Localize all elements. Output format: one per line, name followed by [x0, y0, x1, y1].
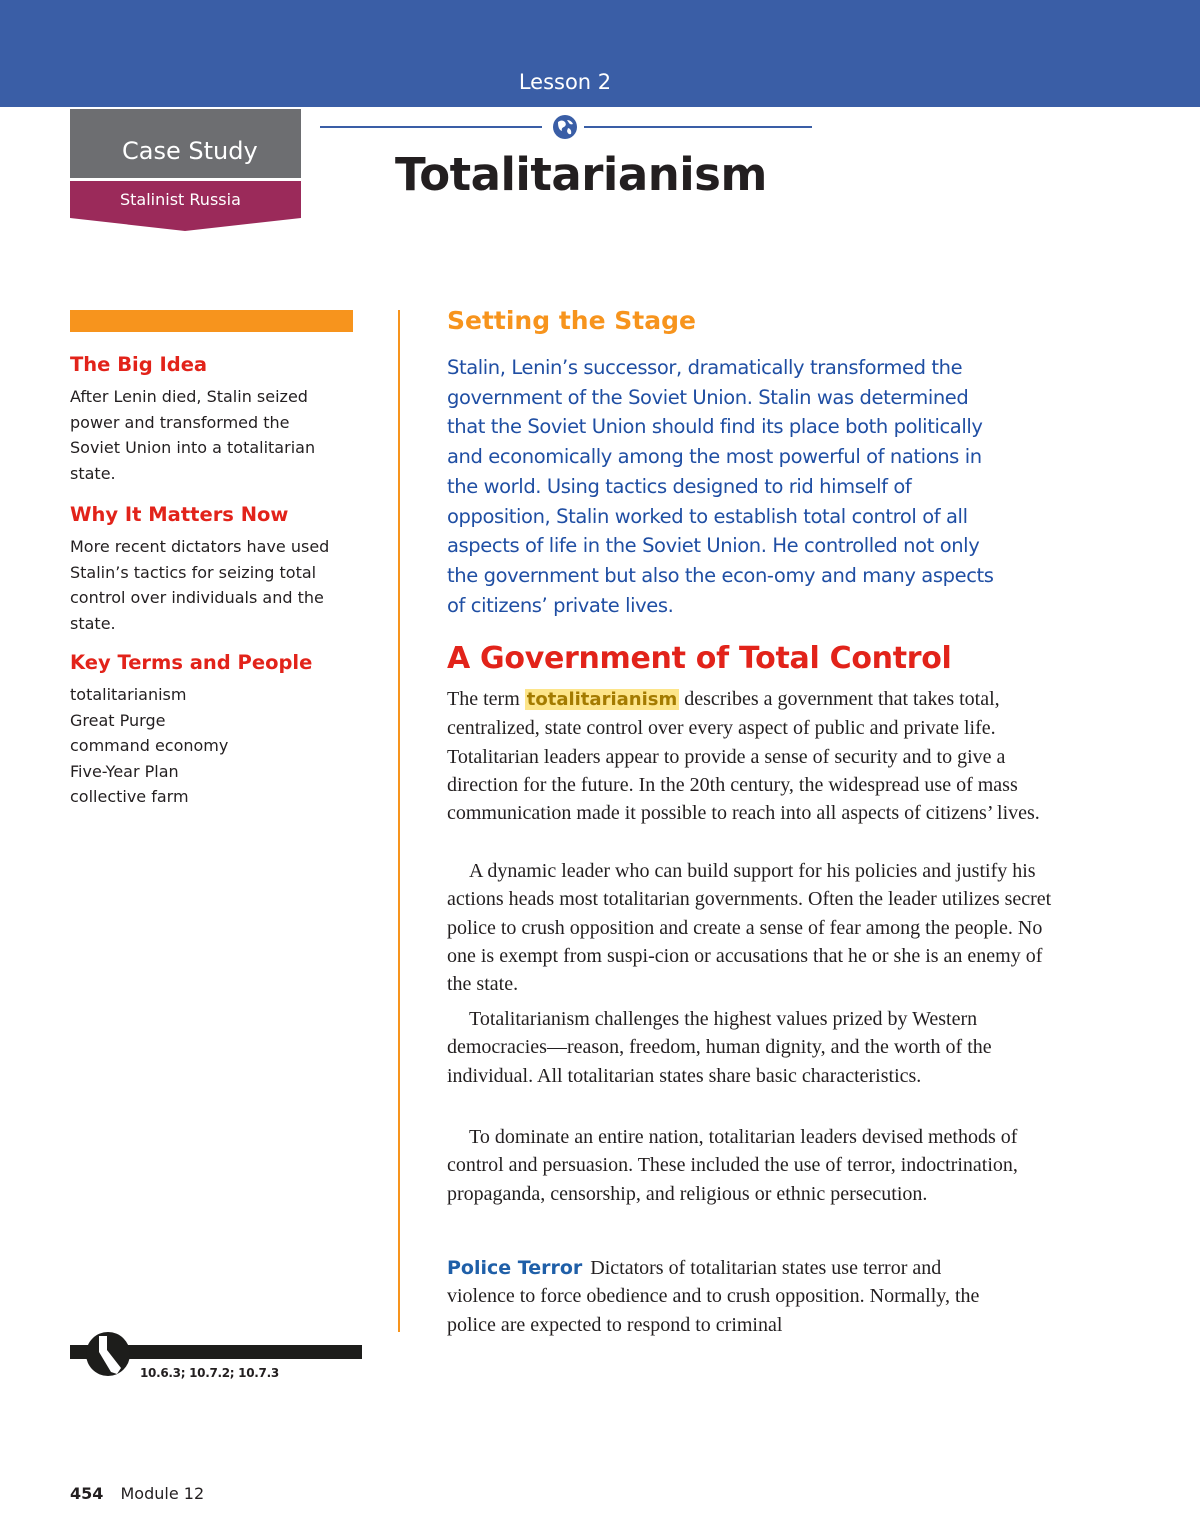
- column-divider: [398, 310, 400, 1332]
- paragraph-1-rest: describes a government that takes total, centralized, state control over every aspect of public and private life. Totalitarian leaders appear to provide a sense of security and to give a direction for the future. In the 20th century, the widespread use of mass communication made it possible to reach into all aspects of citizens’ lives.: [447, 688, 1040, 825]
- why-matters-text: More recent dictators have used Stalin’s tactics for seizing total control over individuals and the state.: [70, 537, 330, 633]
- why-matters-heading: Why It Matters Now: [70, 503, 289, 526]
- lesson-label: Lesson 2: [518, 70, 612, 94]
- california-standards-icon: [83, 1328, 133, 1380]
- case-subject-label: Stalinist Russia: [70, 181, 301, 218]
- paragraph-2: A dynamic leader who can build support for his policies and justify his actions heads most totalitarian governments. Often the leader utilizes secret police to crush opposition and create a sense of fear among the people. No one is exempt from suspi-cion or accusations that he or she is an enemy of the state.: [447, 860, 1052, 996]
- module-label: Module 12: [120, 1484, 205, 1503]
- key-term-item: Great Purge: [70, 710, 166, 730]
- key-terms-heading: Key Terms and People: [70, 651, 313, 674]
- page-footer: [70, 1484, 204, 1503]
- big-idea-heading: The Big Idea: [70, 353, 208, 376]
- sidebar-accent-bar: [70, 310, 353, 332]
- key-term-item: command economy: [70, 736, 229, 755]
- key-terms-list: [70, 682, 340, 810]
- setting-stage-heading: Setting the Stage: [447, 306, 696, 335]
- paragraph-4: To dominate an entire nation, totalitarian leaders devised methods of control and persuasion. These included the use of terror, indoctrination, propaganda, censorship, and religious or ethnic persecution.: [447, 1126, 1018, 1205]
- case-label-notch: [70, 218, 301, 231]
- setting-stage-text: Stalin, Lenin’s successor, dramatically transformed the government of the Soviet Union. Stalin was determined that the Soviet Union should find its place both politically and economically among the most powerful of nations in the world. Using tactics designed to rid himself of opposition, Stalin worked to establish total control of all aspects of life in the Soviet Union. He controlled not only the government but also the econ-omy and many aspects of citizens’ private lives.: [447, 356, 994, 617]
- key-term-item: collective farm: [70, 787, 189, 806]
- section-heading: A Government of Total Control: [447, 641, 952, 676]
- paragraph-3: Totalitarianism challenges the highest values prized by Western democracies—reason, freedom, human dignity, and the worth of the individual. All totalitarian states share basic characteristics.: [447, 1008, 992, 1087]
- page-number: 454: [70, 1484, 104, 1503]
- key-term-item: Five-Year Plan: [70, 761, 179, 781]
- title-rule-right: [584, 126, 812, 128]
- key-term-item: totalitarianism: [70, 685, 187, 704]
- paragraph-1: [447, 685, 1062, 827]
- police-terror-paragraph: [447, 1254, 1007, 1339]
- paragraph-1-lead: The term: [447, 688, 525, 710]
- police-terror-subhead: Police Terror: [447, 1257, 583, 1279]
- key-term-highlight: totalitarianism: [526, 689, 678, 710]
- standards-codes: 10.6.3; 10.7.2; 10.7.3: [140, 1366, 279, 1380]
- case-study-label: Case Study: [70, 109, 301, 178]
- big-idea-text: After Lenin died, Stalin seized power and transformed the Soviet Union into a totalitarian state.: [70, 387, 316, 483]
- police-terror-text: Dictators of totalitarian states use terror and violence to force obedience and to crush opposition. Normally, the police are expected to respond to criminal: [447, 1257, 980, 1336]
- title-rule-left: [320, 126, 542, 128]
- globe-icon: [550, 112, 580, 142]
- page-title: Totalitarianism: [395, 148, 767, 201]
